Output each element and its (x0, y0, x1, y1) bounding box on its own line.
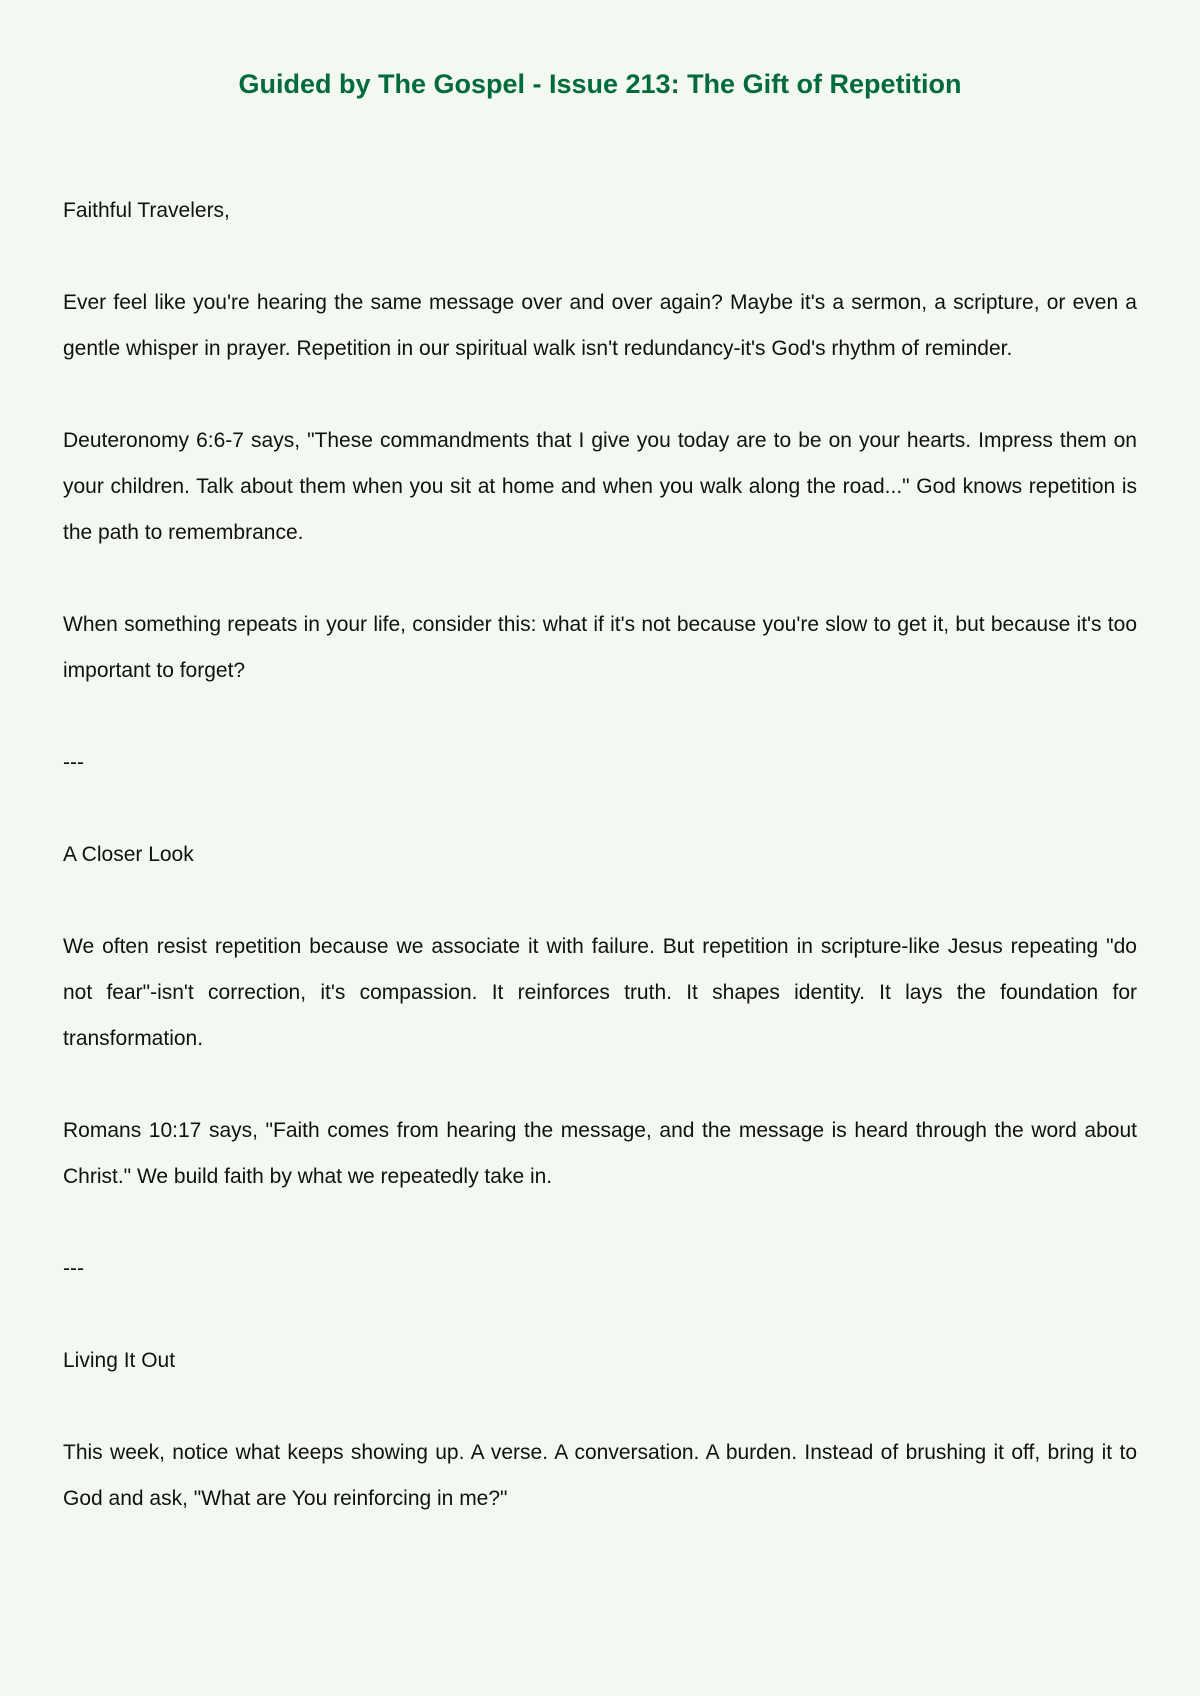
reflection-paragraph: When something repeats in your life, consider this: what if it's not because you're slow to get it, but because it's too important to forget? (63, 613, 1137, 682)
greeting: Faithful Travelers, (63, 199, 230, 222)
section-heading-living-it-out: Living It Out (63, 1349, 176, 1372)
section-divider: --- (63, 751, 84, 774)
scripture-paragraph-romans: Romans 10:17 says, "Faith comes from hearing the message, and the message is heard through the word about Christ." We build faith by what we repeatedly take in. (63, 1119, 1137, 1188)
section-heading-closer-look: A Closer Look (63, 843, 194, 866)
living-it-out-paragraph: This week, notice what keeps showing up. A verse. A conversation. A burden. Instead of brushing it off, bring it to God and ask, "What are You reinforcing in me?" (63, 1441, 1137, 1510)
intro-paragraph: Ever feel like you're hearing the same message over and over again? Maybe it's a sermon, a scripture, or even a gentle whisper in prayer. Repetition in our spiritual walk isn't redundancy-it's God's rhythm of reminder. (63, 291, 1137, 360)
newsletter-body (63, 188, 1137, 1522)
closer-look-paragraph: We often resist repetition because we associate it with failure. But repetition in scripture-like Jesus repeating "do not fear"-isn't correction, it's compassion. It reinforces truth. It shapes identity. It lays the foundation for transformation. (63, 935, 1137, 1050)
page-title: Guided by The Gospel - Issue 213: The Gift of Repetition (238, 69, 962, 99)
section-divider: --- (63, 1257, 84, 1280)
scripture-paragraph-deuteronomy: Deuteronomy 6:6-7 says, "These commandments that I give you today are to be on your hearts. Impress them on your children. Talk about them when you sit at home and when you walk along the road..." God knows repetition is the path to remembrance. (63, 429, 1137, 544)
